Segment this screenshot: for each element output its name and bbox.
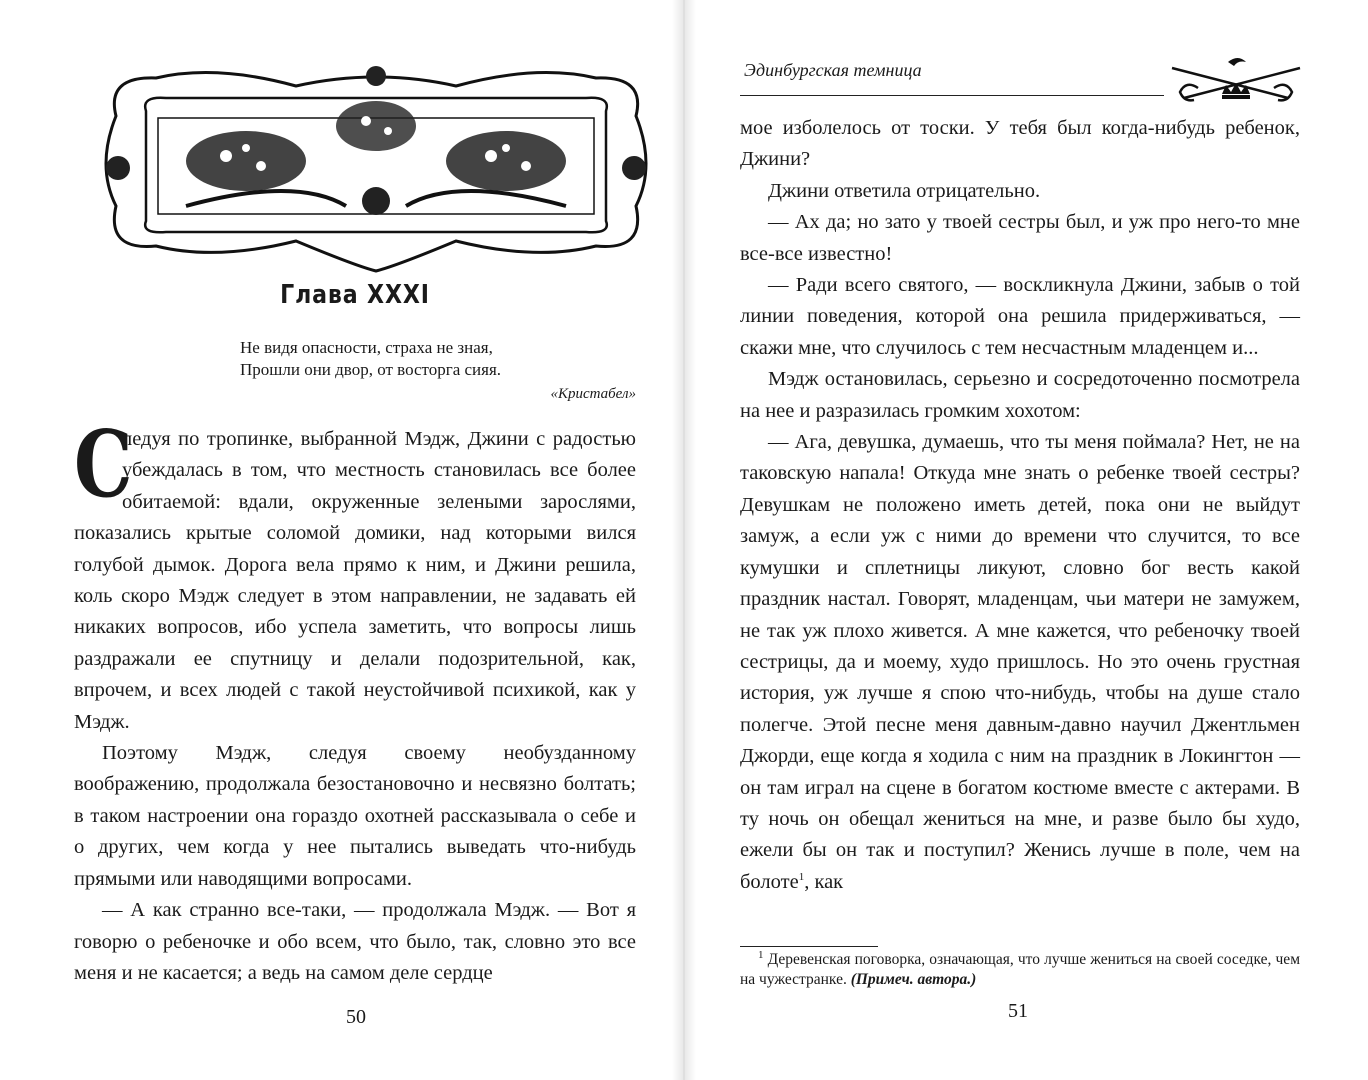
epigraph-line: Прошли они двор, от восторга сияя.: [240, 360, 502, 379]
epigraph-source: «Кристабел»: [550, 386, 636, 402]
footnote: [740, 950, 1300, 990]
footnote-marker[interactable]: 1: [798, 870, 805, 883]
running-head: Эдинбургская темница: [744, 60, 922, 80]
footnote-text: Деревенская поговорка, означающая, что лучше жениться на своей соседке, чем на чужестранке.: [740, 951, 1300, 988]
paragraph: мое изболелось от тоски. У тебя был когда-нибудь ребенок, Джини?: [740, 117, 1300, 171]
page-number: 50: [346, 1006, 366, 1028]
page-number: 51: [1008, 1000, 1028, 1022]
crossed-swords-crown-icon: [1166, 52, 1306, 110]
paragraph: — Ах да; но зато у твоей сестры был, и уж про него-то мне все-все известно!: [740, 211, 1300, 265]
footnote-source: (Примеч. автора.): [850, 971, 977, 988]
epigraph-line: Не видя опасности, страха не зная,: [240, 338, 493, 357]
paragraph: — Ради всего святого, — воскликнула Джини, забыв о той линии поведения, которой она решила придерживаться, — скажи мне, что случилось с тем несчастным младенцем и...: [740, 274, 1300, 359]
drop-cap: С: [74, 410, 133, 518]
header-rule: [740, 95, 1164, 96]
paragraph: — Ага, девушка, думаешь, что ты меня поймала? Нет, не на таковскую напала! Откуда мне знать о ребенке твоей сестры? Девушкам не положено иметь детей, пока они не выйдут замуж, а если уж с ними до времени что случится, то все кумушки и сплетницы ликуют, словно бог весть какой праздник настал. Говорят, младенцам, чьи матери не замужем, не так уж плохо живется. А мне кажется, что ребеночку твоей сестрицы, да и моему, худо пришлось. Но это очень грустная история, уж лучше я спою что-нибудь, чтобы на душе стало полегче. Этой песне меня давным-давно научил Джентльмен Джорди, еще когда я ходила с ним на праздник в Локингтон — он там играл на сцене в богатом костюме вместе с актерами. В ту ночь он обещал жениться на мне, и разве было бы худо, ежели бы он так и поступил? Женись лучше в поле, чем на болоте$^1$, как: [740, 431, 1300, 893]
paragraph: — А как странно все-таки, — продолжала Мэдж. — Вот я говорю о ребеночке и обо всем, что было, так, словно это все меня и не касается; а ведь на самом деле сердце: [74, 899, 636, 984]
paragraph: Мэдж остановилась, серьезно и сосредоточенно посмотрела на нее и разразилась громким хохотом:: [740, 368, 1300, 422]
paragraph: Поэтому Мэдж, следуя своему необузданному воображению, продолжала безостановочно и несвязно болтать; в таком настроении она гораздо охотней рассказывала о себе и о других, чем когда у нее пытались выведать что-нибудь прямыми или наводящими вопросами.: [74, 742, 636, 890]
paragraph: Джини ответила отрицательно.: [768, 179, 1041, 202]
footnote-rule: [740, 946, 878, 947]
right-body-text: [740, 113, 1300, 898]
paragraph: С ледуя по тропинке, выбранной Мэдж, Джини с радостью убеждалась в том, что местность становилась все более обитаемой: вдали, окруженные зелеными зарослями, показались крытые соломой домики, над которыми вился голубой дымок. Дорога вела прямо к ним, и Джини решила, коль скоро Мэдж следует в этом направлении, не задавать ей никаких вопросов, ибо успела заметить, что вопросы лишь раздражали ее спутницу и делали подозрительной, как, впрочем, и всех людей с такой неустойчивой психикой, как у Мэдж.: [74, 410, 636, 733]
chapter-title: Глава XXXI: [280, 280, 430, 310]
footnote-number: 1: [758, 948, 764, 961]
